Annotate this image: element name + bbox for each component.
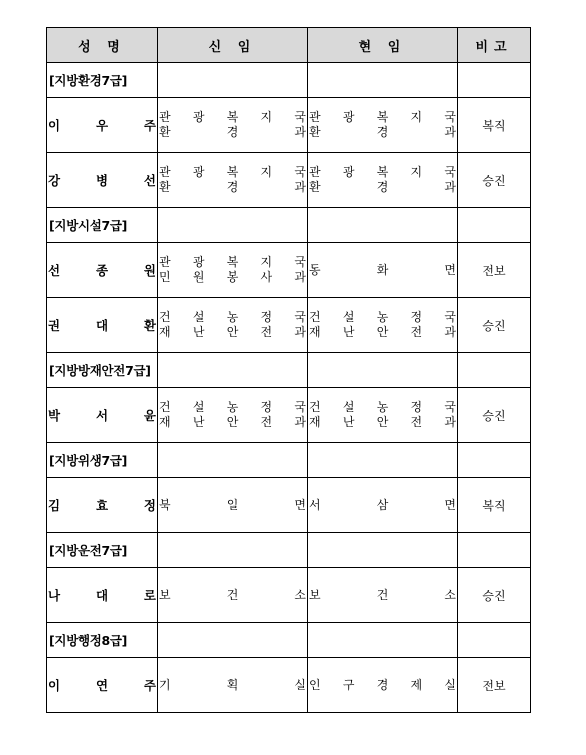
table-row (47, 98, 531, 153)
current-post-line (308, 310, 457, 325)
current-post-char: 삼 (376, 497, 389, 512)
name-spread-char: 나 (48, 588, 61, 603)
current-post (308, 310, 457, 340)
current-post (308, 263, 457, 278)
current-post-char: 건 (309, 400, 321, 414)
new-post-char: 안 (226, 415, 239, 429)
section-row (47, 353, 531, 388)
empty-cell (308, 443, 458, 478)
name-spread-char: 주 (143, 678, 156, 693)
new-post-cell (158, 98, 308, 153)
current-post-char: 환 (309, 125, 321, 139)
new-post-line (158, 125, 307, 140)
name-spread (47, 261, 157, 279)
new-post-char: 지 (260, 110, 273, 124)
new-post-char: 지 (260, 255, 273, 269)
current-post-char: 소 (444, 587, 456, 602)
current-post-char: 과 (444, 325, 456, 339)
name-spread (47, 586, 157, 604)
current-post-line (308, 125, 457, 140)
new-post-char: 복 (226, 110, 239, 124)
person-name (47, 658, 158, 713)
name-spread-char: 서 (95, 408, 109, 423)
new-post-char: 광 (192, 165, 205, 179)
new-post-char: 민 (159, 270, 171, 284)
current-post-char: 과 (444, 125, 456, 139)
new-post-cell (158, 658, 308, 713)
new-post-char: 광 (192, 110, 205, 124)
new-post-line (158, 415, 307, 430)
new-post-line (158, 180, 307, 195)
new-post-char: 설 (192, 400, 205, 414)
new-post-char: 건 (159, 310, 171, 324)
person-name (47, 568, 158, 623)
new-post-char: 봉 (226, 270, 239, 284)
new-post-char: 농 (226, 310, 239, 324)
section-row (47, 443, 531, 478)
empty-cell (458, 63, 531, 98)
note-cell: 복직 (458, 98, 531, 153)
current-post-char: 지 (410, 110, 423, 124)
current-post-char: 전 (410, 325, 423, 339)
new-post-char: 전 (260, 325, 273, 339)
new-post-char: 북 (159, 497, 171, 512)
new-post-line (158, 255, 307, 270)
current-post-line (308, 180, 457, 195)
name-spread-char: 이 (48, 678, 61, 693)
current-post (308, 678, 457, 693)
current-post-char: 설 (342, 310, 355, 324)
current-post-char: 복 (376, 110, 389, 124)
table-row (47, 298, 531, 353)
person-name (47, 388, 158, 443)
new-post-char: 실 (294, 677, 306, 692)
note-cell: 승진 (458, 568, 531, 623)
current-post-char: 안 (376, 415, 389, 429)
current-post-char: 복 (376, 165, 389, 179)
new-post-char: 국 (294, 110, 306, 124)
current-post-char: 농 (376, 400, 389, 414)
current-post-cell (308, 98, 458, 153)
name-spread-char: 연 (95, 678, 109, 693)
note-cell: 승진 (458, 298, 531, 353)
new-post-char: 면 (294, 497, 306, 512)
new-post-cell (158, 568, 308, 623)
new-post-char: 관 (159, 110, 171, 124)
empty-cell (158, 63, 308, 98)
current-post-cell (308, 568, 458, 623)
empty-cell (458, 353, 531, 388)
current-post-cell (308, 298, 458, 353)
current-post-char: 재 (309, 415, 321, 429)
empty-cell (158, 623, 308, 658)
new-post-line (158, 165, 307, 180)
current-post (308, 400, 457, 430)
current-post-char: 지 (410, 165, 423, 179)
current-post-char: 화 (376, 262, 389, 277)
table-row (47, 243, 531, 298)
empty-cell (308, 63, 458, 98)
name-spread-char: 선 (48, 263, 61, 278)
empty-cell (158, 353, 308, 388)
new-post-char: 획 (226, 677, 239, 692)
current-post-char: 관 (309, 165, 321, 179)
current-post-char: 재 (309, 325, 321, 339)
current-post-line (308, 588, 457, 603)
name-spread-char: 김 (48, 498, 61, 513)
current-post-char: 국 (444, 310, 456, 324)
current-post-cell (308, 478, 458, 533)
new-post-line (158, 400, 307, 415)
note-cell: 승진 (458, 388, 531, 443)
note-cell: 복직 (458, 478, 531, 533)
person-name (47, 98, 158, 153)
new-post-line (158, 588, 307, 603)
empty-cell (308, 623, 458, 658)
name-spread (47, 676, 157, 694)
current-post-char: 경 (376, 125, 389, 139)
new-post-char: 건 (159, 400, 171, 414)
new-post (158, 310, 307, 340)
current-post (308, 165, 457, 195)
current-post-line (308, 165, 457, 180)
name-spread-char: 우 (95, 118, 109, 133)
empty-cell (458, 533, 531, 568)
new-post (158, 165, 307, 195)
section-title: [지방시설7급] (47, 208, 158, 243)
person-name (47, 298, 158, 353)
current-post-line (308, 325, 457, 340)
new-post-line (158, 110, 307, 125)
new-post-char: 안 (226, 325, 239, 339)
new-post-char: 국 (294, 400, 306, 414)
note-cell: 전보 (458, 243, 531, 298)
empty-cell (458, 623, 531, 658)
personnel-table (46, 27, 531, 713)
new-post (158, 678, 307, 693)
new-post-char: 경 (226, 180, 239, 194)
section-row (47, 208, 531, 243)
current-post-char: 과 (444, 415, 456, 429)
current-post-char: 관 (309, 110, 321, 124)
new-post-cell (158, 243, 308, 298)
new-post-char: 국 (294, 255, 306, 269)
new-post-char: 과 (294, 415, 306, 429)
person-name (47, 243, 158, 298)
new-post-line (158, 270, 307, 285)
current-post-char: 면 (444, 262, 456, 277)
new-post-char: 경 (226, 125, 239, 139)
empty-cell (158, 443, 308, 478)
current-post-char: 난 (342, 415, 355, 429)
section-title: [지방운전7급] (47, 533, 158, 568)
new-post-char: 국 (294, 165, 306, 179)
current-post-cell (308, 388, 458, 443)
name-spread (47, 496, 157, 514)
section-title: [지방환경7급] (47, 63, 158, 98)
new-post-char: 복 (226, 165, 239, 179)
new-post-char: 일 (226, 497, 239, 512)
new-post-cell (158, 153, 308, 208)
current-post-line (308, 415, 457, 430)
name-spread (47, 316, 157, 334)
current-post-char: 인 (309, 677, 321, 692)
current-post-char: 국 (444, 165, 456, 179)
new-post-char: 설 (192, 310, 205, 324)
new-post-char: 관 (159, 255, 171, 269)
current-post-char: 면 (444, 497, 456, 512)
new-post (158, 588, 307, 603)
new-post-char: 환 (159, 180, 171, 194)
person-name (47, 153, 158, 208)
new-post-char: 소 (294, 587, 306, 602)
new-post-char: 보 (159, 587, 171, 602)
new-post-char: 과 (294, 325, 306, 339)
current-post-char: 광 (342, 110, 355, 124)
name-spread-char: 선 (143, 173, 156, 188)
new-post-line (158, 310, 307, 325)
new-post-char: 광 (192, 255, 205, 269)
current-post (308, 588, 457, 603)
current-post-line (308, 263, 457, 278)
name-spread-char: 원 (143, 263, 156, 278)
new-post-char: 난 (192, 325, 205, 339)
current-post-char: 건 (309, 310, 321, 324)
person-name (47, 478, 158, 533)
section-title: [지방행정8급] (47, 623, 158, 658)
new-post-char: 정 (260, 400, 273, 414)
name-spread-char: 대 (95, 318, 109, 333)
empty-cell (458, 443, 531, 478)
current-post-char: 정 (410, 400, 423, 414)
current-post-char: 정 (410, 310, 423, 324)
new-post (158, 255, 307, 285)
new-post-char: 과 (294, 270, 306, 284)
empty-cell (308, 208, 458, 243)
current-post-char: 경 (376, 180, 389, 194)
name-spread (47, 171, 157, 189)
table-row (47, 568, 531, 623)
name-spread-char: 병 (95, 173, 109, 188)
name-spread-char: 효 (95, 498, 109, 513)
section-title: [지방방재안전7급] (47, 353, 158, 388)
current-post-char: 구 (342, 677, 355, 692)
name-spread-char: 권 (48, 318, 61, 333)
empty-cell (308, 353, 458, 388)
current-post-char: 광 (342, 165, 355, 179)
current-post-char: 서 (309, 497, 321, 512)
current-post (308, 498, 457, 513)
current-post-char: 난 (342, 325, 355, 339)
header-current-post: 현 임 (308, 28, 458, 63)
new-post-char: 국 (294, 310, 306, 324)
current-post-char: 제 (410, 677, 423, 692)
header-row (47, 28, 531, 63)
current-post-char: 농 (376, 310, 389, 324)
name-spread-char: 강 (48, 173, 61, 188)
new-post-char: 난 (192, 415, 205, 429)
current-post-char: 환 (309, 180, 321, 194)
new-post-char: 환 (159, 125, 171, 139)
table-body (47, 63, 531, 713)
empty-cell (158, 533, 308, 568)
name-spread-char: 대 (95, 588, 109, 603)
current-post-line (308, 110, 457, 125)
current-post-char: 실 (444, 677, 456, 692)
name-spread-char: 윤 (143, 408, 156, 423)
current-post (308, 110, 457, 140)
name-spread (47, 116, 157, 134)
current-post-char: 과 (444, 180, 456, 194)
header-note: 비고 (458, 28, 531, 63)
name-spread-char: 박 (48, 408, 61, 423)
current-post-cell (308, 243, 458, 298)
new-post-char: 재 (159, 325, 171, 339)
current-post-char: 전 (410, 415, 423, 429)
empty-cell (458, 208, 531, 243)
current-post-char: 동 (309, 262, 321, 277)
new-post-line (158, 498, 307, 513)
new-post-char: 과 (294, 125, 306, 139)
new-post-char: 원 (192, 270, 205, 284)
table-row (47, 388, 531, 443)
section-row (47, 623, 531, 658)
current-post-char: 설 (342, 400, 355, 414)
current-post-line (308, 400, 457, 415)
current-post-cell (308, 658, 458, 713)
new-post-char: 정 (260, 310, 273, 324)
section-title: [지방위생7급] (47, 443, 158, 478)
note-cell: 승진 (458, 153, 531, 208)
new-post-cell (158, 388, 308, 443)
current-post-char: 보 (309, 587, 321, 602)
new-post (158, 110, 307, 140)
name-spread-char: 로 (143, 588, 156, 603)
new-post-char: 복 (226, 255, 239, 269)
new-post-char: 사 (260, 270, 273, 284)
current-post-char: 국 (444, 110, 456, 124)
current-post-line (308, 498, 457, 513)
new-post-char: 재 (159, 415, 171, 429)
header-name: 성 명 (47, 28, 158, 63)
table-row (47, 153, 531, 208)
new-post (158, 498, 307, 513)
name-spread-char: 종 (95, 263, 109, 278)
new-post-char: 기 (159, 677, 171, 692)
name-spread (47, 406, 157, 424)
new-post-char: 전 (260, 415, 273, 429)
new-post-line (158, 678, 307, 693)
new-post-char: 관 (159, 165, 171, 179)
current-post-char: 국 (444, 400, 456, 414)
name-spread-char: 환 (143, 318, 156, 333)
empty-cell (308, 533, 458, 568)
new-post (158, 400, 307, 430)
new-post-line (158, 325, 307, 340)
new-post-char: 지 (260, 165, 273, 179)
section-row (47, 533, 531, 568)
current-post-cell (308, 153, 458, 208)
name-spread-char: 주 (143, 118, 156, 133)
name-spread-char: 정 (143, 498, 156, 513)
note-cell: 전보 (458, 658, 531, 713)
new-post-cell (158, 478, 308, 533)
current-post-char: 건 (376, 587, 389, 602)
table-row (47, 658, 531, 713)
new-post-char: 건 (226, 587, 239, 602)
new-post-char: 과 (294, 180, 306, 194)
current-post-line (308, 678, 457, 693)
empty-cell (158, 208, 308, 243)
name-spread-char: 이 (48, 118, 61, 133)
header-new-post: 신 임 (158, 28, 308, 63)
new-post-cell (158, 298, 308, 353)
current-post-char: 안 (376, 325, 389, 339)
current-post-char: 경 (376, 677, 389, 692)
table-row (47, 478, 531, 533)
section-row (47, 63, 531, 98)
new-post-char: 농 (226, 400, 239, 414)
